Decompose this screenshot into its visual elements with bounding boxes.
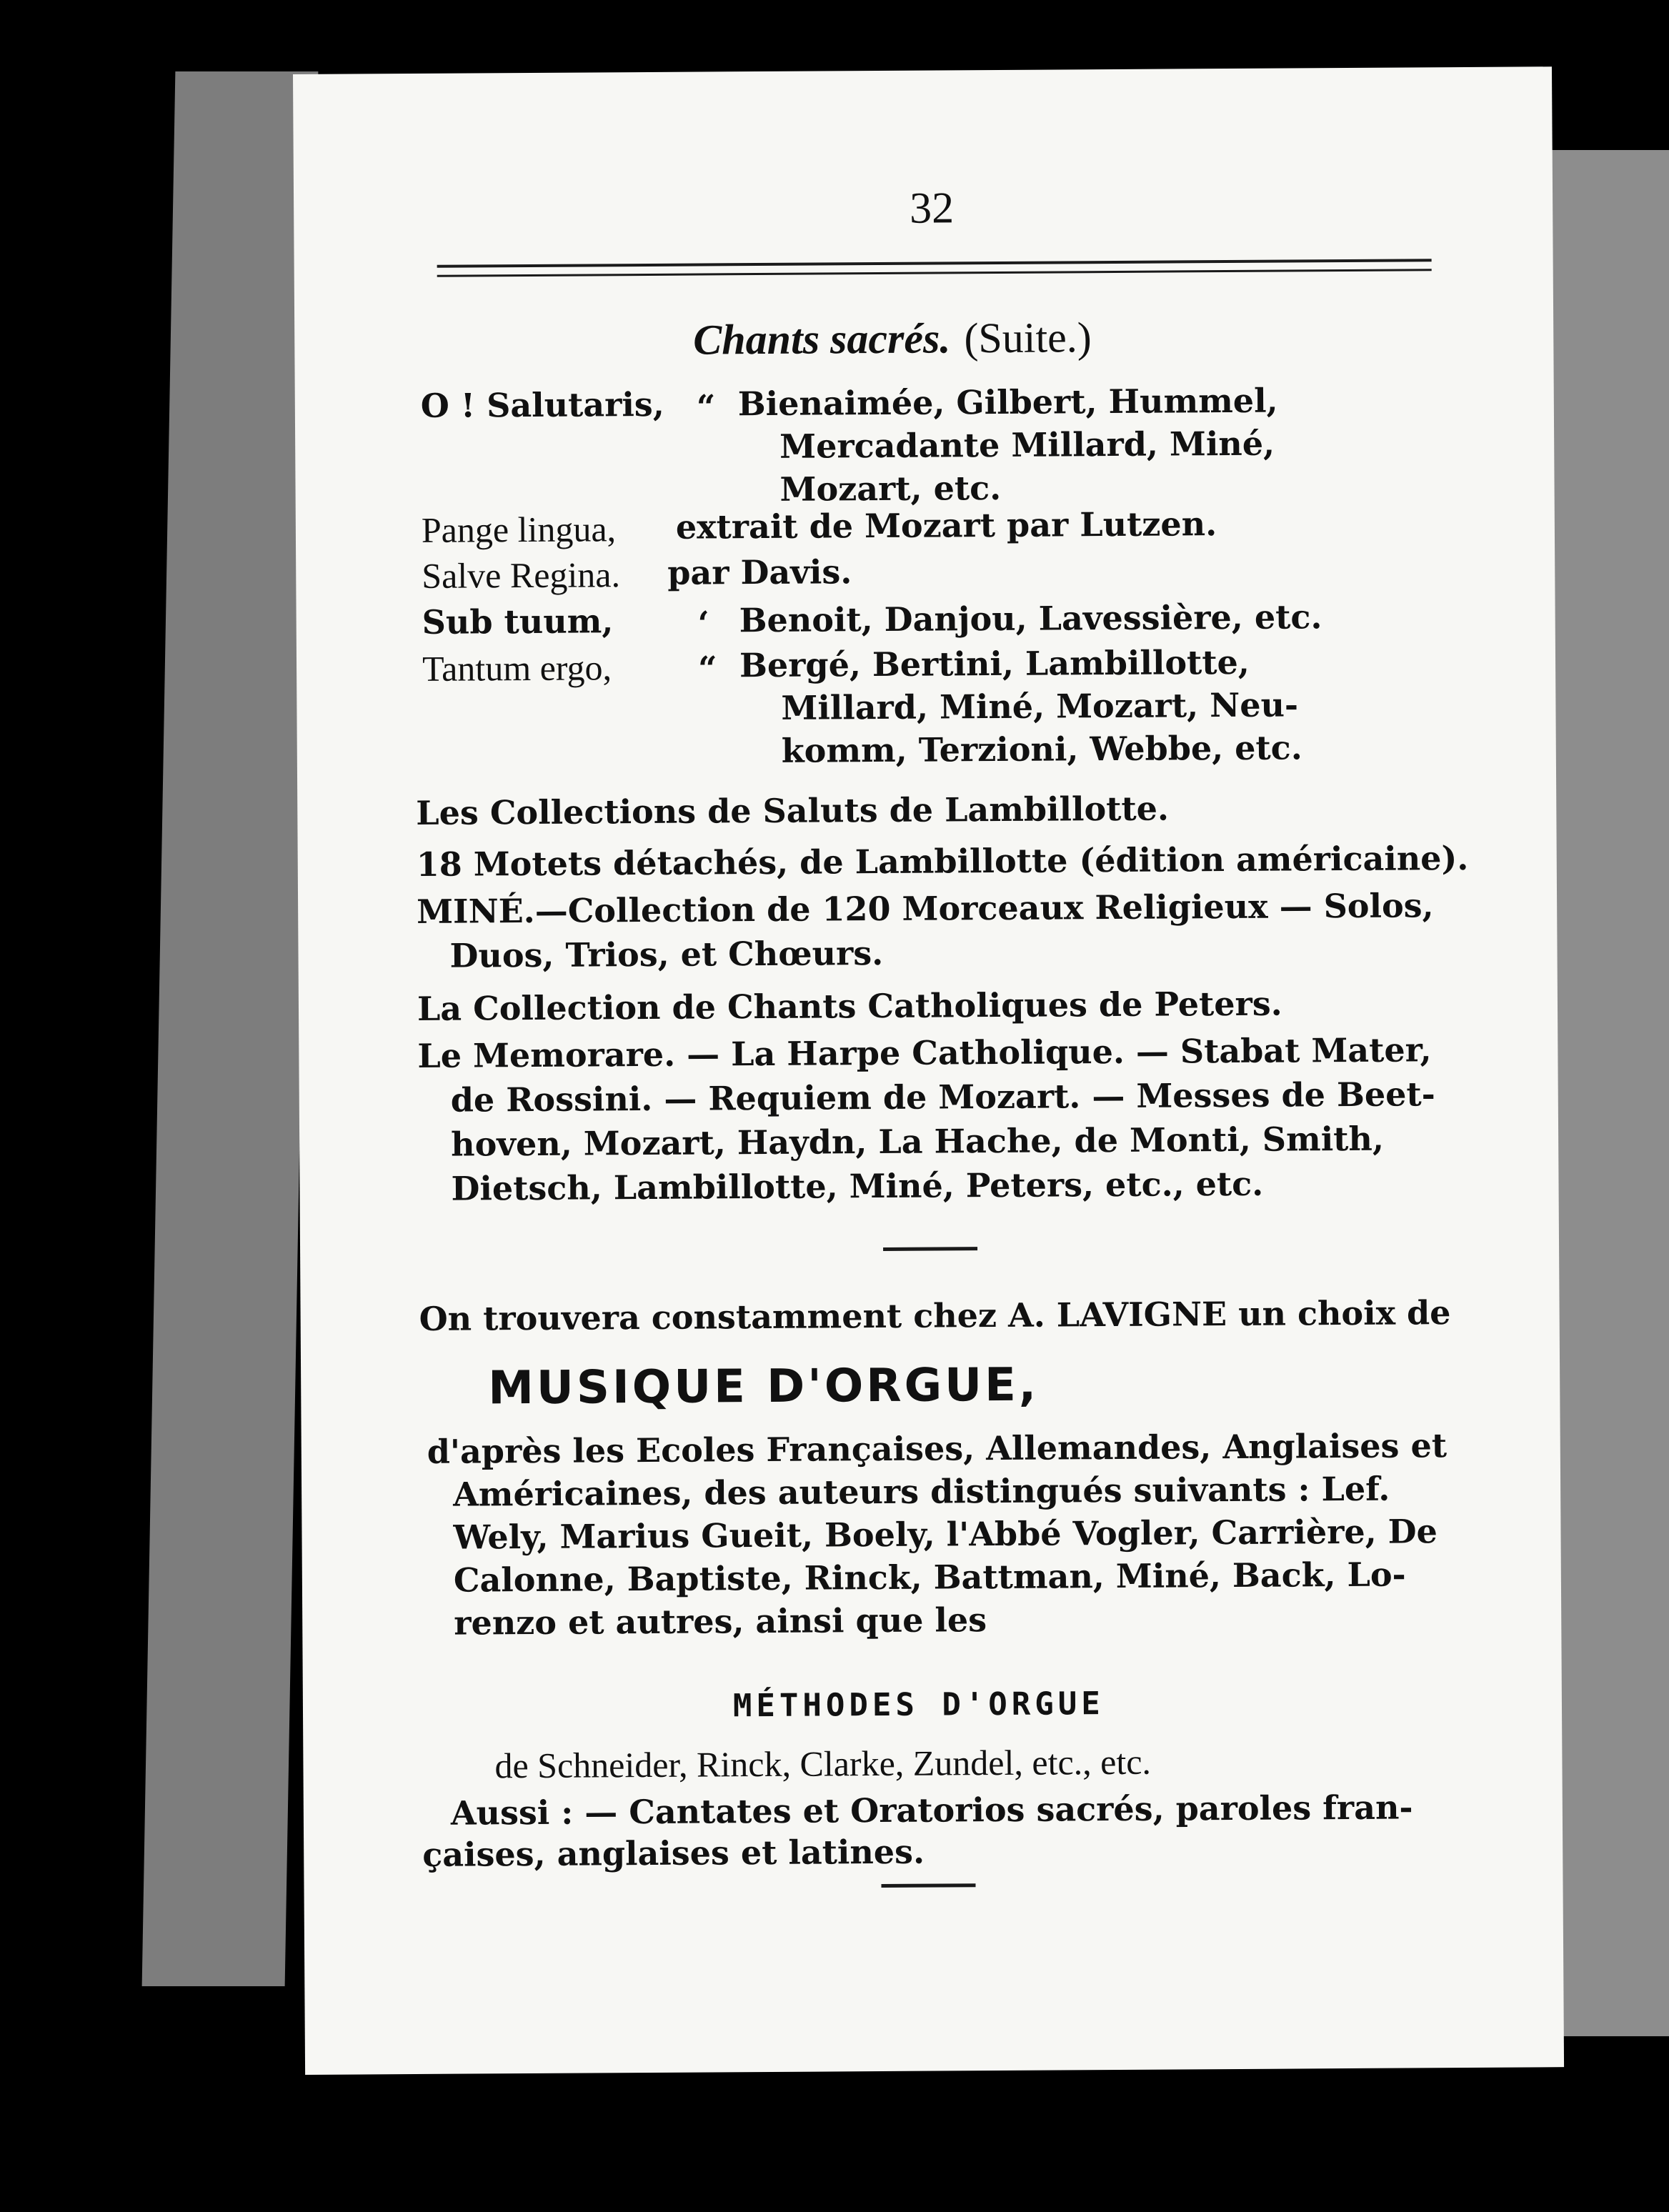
- also-line: Aussi : — Cantates et Oratorios sacrés, paroles fran-: [450, 1788, 1413, 1833]
- entry-title: Sub tuum,: [422, 602, 614, 642]
- section-title: [693, 312, 1092, 364]
- paragraph-line: Les Collections de Saluts de Lambillotte.: [416, 789, 1170, 832]
- entry-title: O ! Salutaris,: [420, 384, 664, 425]
- entry-credit-line: extrait de Mozart par Lutzen.: [675, 504, 1217, 547]
- announcement-line: Américaines, des auteurs distingués suivants : Lef.: [452, 1469, 1390, 1514]
- entry-title: Salve Regina.: [422, 554, 621, 596]
- also-line: çaises, anglaises et latines.: [422, 1832, 925, 1874]
- organ-music-heading: MUSIQUE D'ORGUE,: [488, 1358, 1040, 1415]
- paragraph-line: Le Memorare. — La Harpe Catholique. — Stabat Mater,: [417, 1030, 1432, 1075]
- entry-credit-line: par Davis.: [667, 552, 852, 592]
- methods-heading: MÉTHODES D'ORGUE: [732, 1685, 1105, 1725]
- announcement-intro: On trouvera constamment chez A. LAVIGNE un choix de: [419, 1293, 1451, 1338]
- entry-credit-line: Millard, Miné, Mozart, Neu-: [781, 685, 1299, 727]
- section-title-suite: (Suite.): [964, 314, 1092, 362]
- announcement-line: Wely, Marius Gueit, Boely, l'Abbé Vogler, Carrière, De: [453, 1512, 1438, 1557]
- entry-credit-line: komm, Terzioni, Webbe, etc.: [781, 728, 1302, 770]
- methods-line: de Schneider, Rinck, Clarke, Zundel, etc., etc.: [494, 1741, 1152, 1786]
- entry-credit-line: Bienaimée, Gilbert, Hummel,: [737, 381, 1278, 424]
- section-title-italic: Chants sacrés.: [693, 314, 951, 364]
- entry-title: Pange lingua,: [421, 509, 617, 550]
- header-rule-top: [437, 259, 1432, 268]
- paragraph-line: 18 Motets détachés, de Lambillotte (édition américaine).: [416, 838, 1469, 884]
- paragraph-line: Duos, Trios, et Chœurs.: [449, 933, 884, 975]
- header-rule-bottom: [437, 269, 1432, 277]
- entry-credit-line: Mercadante Millard, Miné,: [779, 424, 1275, 466]
- entry-title: Tantum ergo,: [422, 647, 612, 689]
- ditto-mark: “: [697, 649, 717, 688]
- ditto-mark: ‘: [697, 604, 709, 643]
- paragraph-line: La Collection de Chants Catholiques de Peters.: [417, 984, 1282, 1028]
- book-page: [293, 66, 1564, 2075]
- paragraph-line: Dietsch, Lambillotte, Miné, Peters, etc., etc.: [451, 1164, 1264, 1208]
- announcement-line: Calonne, Baptiste, Rinck, Battman, Miné, Back, Lo-: [453, 1555, 1406, 1600]
- page-number: 32: [909, 184, 955, 233]
- entry-credit-line: Mozart, etc.: [779, 468, 1002, 509]
- ditto-mark: “: [696, 387, 716, 427]
- paragraph-line: de Rossini. — Requiem de Mozart. — Messes de Beet-: [450, 1075, 1435, 1120]
- paragraph-line: MINÉ.—Collection de 120 Morceaux Religieux — Solos,: [416, 886, 1434, 931]
- paragraph-line: hoven, Mozart, Haydn, La Hache, de Monti, Smith,: [450, 1119, 1385, 1164]
- separator-rule-1: [883, 1247, 977, 1251]
- announcement-line: renzo et autres, ainsi que les: [454, 1600, 987, 1643]
- entry-credit-line: Benoit, Danjou, Lavessière, etc.: [739, 597, 1322, 640]
- announcement-line: d'après les Ecoles Françaises, Allemandes, Anglaises et: [427, 1426, 1448, 1471]
- separator-rule-2: [881, 1883, 975, 1888]
- entry-credit-line: Bergé, Bertini, Lambillotte,: [739, 642, 1250, 685]
- book-spine: [142, 71, 319, 1986]
